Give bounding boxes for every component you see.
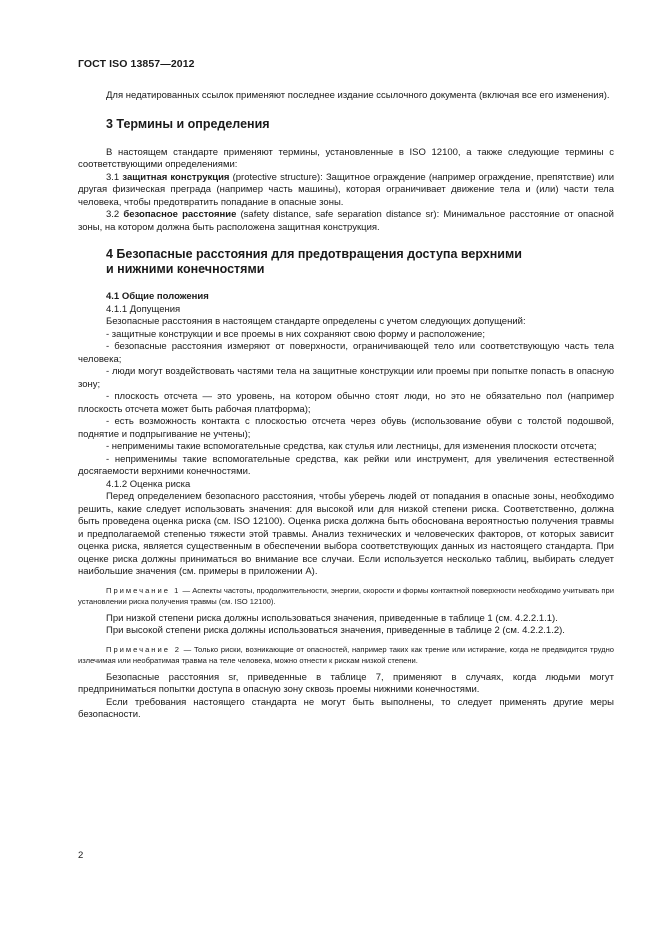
term-3-1 <box>78 172 614 210</box>
assumption-item: - люди могут воздействовать частями тела на защитные конструкции или проемы при попытке попасть в опасную зону; <box>78 366 614 390</box>
note-2-text: — Только риски, возникающие от опасностей, например таких как трение или истирание, когда не предвидится трудно излечимая или необратимая травма на теле человека, можно отнести к рискам низкой степени. <box>78 644 614 665</box>
assumption-item: - безопасные расстояния измеряют от поверхности, ограничивающей тело или соответствующую часть тела человека; <box>78 341 614 365</box>
page-number: 2 <box>78 850 84 861</box>
document-page <box>78 58 614 722</box>
safety-distance-paragraph: Безопасные расстояния sr, приведенные в таблице 7, применяют в случаях, когда людьми могут предприниматься попытки доступа в опасную зону сквозь проемы нижними конечностями. <box>78 671 614 695</box>
assumptions-intro: Безопасные расстояния в настоящем стандарте определены с учетом следующих допущений: <box>106 316 526 327</box>
other-measures-paragraph: Если требования настоящего стандарта не могут быть выполнены, то следует применять другие меры безопасности. <box>78 696 614 720</box>
term-3-1-name: защитная конструкция <box>122 171 230 183</box>
assumption-item: - есть возможность контакта с плоскостью отсчета через обувь (использование обуви с толстой подошвой, поднятие и подпрыгивание не учтены); <box>78 416 614 440</box>
subsection-4-1-heading: 4.1 Общие положения <box>106 291 209 302</box>
assumption-item: - защитные конструкции и все проемы в них сохраняют свою форму и расположение; <box>106 328 485 340</box>
assumption-item: - неприменимы такие вспомогательные средства, как рейки или инструмент, для увеличения естественной досягаемости верхними конечностями. <box>78 453 614 477</box>
term-3-2-definition: (safety distance, safe separation distance sr): Минимальное расстояние от опасной зоны, на котором должна быть расположена защитная конструкция. <box>78 209 614 233</box>
note-1-text: — Аспекты частоты, продолжительности, энергии, скорости и формы контактной поверхности необходимо учитывать при установлении риска получения травмы (см. ISO 12100). <box>78 585 614 606</box>
document-header: ГОСТ ISO 13857—2012 <box>78 58 195 70</box>
subsection-4-1-1-heading: 4.1.1 Допущения <box>106 303 181 315</box>
term-3-2-number: 3.2 <box>106 209 120 220</box>
note-2 <box>78 644 614 666</box>
subsection-4-1-2-heading: 4.1.2 Оценка риска <box>106 478 191 490</box>
section-3-heading: 3 Термины и определения <box>106 116 270 131</box>
risk-paragraph: Перед определением безопасного расстояния, чтобы уберечь людей от попадания в опасные зоны, необходимо решить, какие следует использовать значения: для высокой или для низкой степени риска. Соответственно, должна быть проведена оценка риска (см. ISO 12100). Оценка риска должна быть обоснована вероятностью получения травмы и предполагаемой степенью тяжести этой травмы. Анализ технических и человеческих факторов, от которых зависит оценка риска, является существенным в обеспечении выбора соответствующих данных из настоящего стандарта. При оценке риска должны приниматься во внимание все случаи. Если используется несколько таблиц, выбирать следует наибольшие значения (см. примеры в приложении А). <box>78 491 614 577</box>
note-2-label: Примечание 2 <box>106 644 181 654</box>
term-3-1-number: 3.1 <box>106 171 120 183</box>
assumption-item: - неприменимы такие вспомогательные средства, как стулья или лестницы, для изменения плоскости отсчета; <box>106 441 597 452</box>
low-risk-paragraph: При низкой степени риска должны использоваться значения, приведенные в таблице 1 (см. 4.2.2.1.1). <box>106 612 558 624</box>
high-risk-paragraph: При высокой степени риска должны использоваться значения, приведенные в таблице 2 (см. 4.2.2.1.2). <box>106 625 565 636</box>
term-3-1-definition: (protective structure): Защитное ограждение (например ограждение, препятствие) или другая физическая преграда (например часть машины), которая ограничивает движение тела и (или) части тела человека, чтобы предотвратить попадание в опасные зоны. <box>78 171 614 208</box>
section-4-heading-line1: 4 Безопасные расстояния для предотвращения доступа верхними <box>106 247 522 261</box>
assumption-item: - плоскость отсчета — это уровень, на котором обычно стоят люди, но это не обязательно пол (например плоскость отсчета может быть рабочая платформа); <box>78 391 614 415</box>
note-1-label: Примечание 1 <box>106 585 181 595</box>
intro-paragraph: Для недатированных ссылок применяют последнее издание ссылочного документа (включая все его изменения). <box>106 90 610 101</box>
term-3-2-name: безопасное расстояние <box>123 209 237 220</box>
section-4-heading <box>78 247 614 277</box>
note-1 <box>78 585 614 607</box>
term-3-2 <box>78 209 614 234</box>
section-4-heading-line2: и нижними конечностями <box>106 262 265 276</box>
section-3-paragraph: В настоящем стандарте применяют термины, установленные в ISO 12100, а также следующие термины с соответствующими определениями: <box>78 146 614 170</box>
